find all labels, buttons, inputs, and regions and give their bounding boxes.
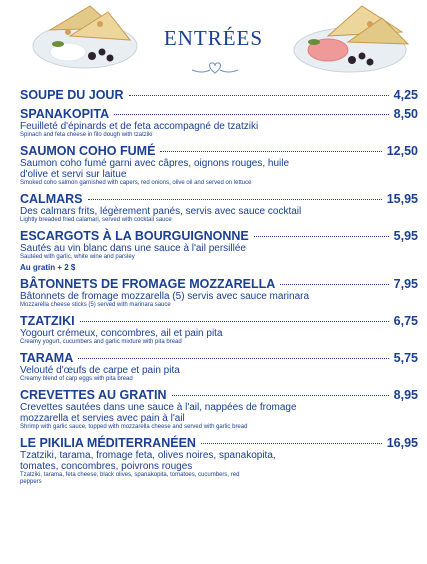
item-price: 5,75 <box>393 351 418 365</box>
item-price: 5,95 <box>393 229 418 243</box>
item-name: SAUMON COHO FUMÉ <box>20 144 156 158</box>
item-description-en: Creamy yogurt, cucumbers and garlic mixture with pita bread <box>20 339 182 345</box>
item-price: 4,25 <box>393 88 418 102</box>
item-description-fr: Crevettes sautées dans une sauce à l'ail, nappées de fromage mozzarella et servies avec pain à l'ail <box>20 402 297 424</box>
item-description-fr: Yogourt crémeux, concombres, ail et pain pita <box>20 328 223 339</box>
item-price: 8,95 <box>393 388 418 402</box>
item-description-fr: Sautés au vin blanc dans une sauce à l'ail persillée <box>20 243 246 254</box>
item-description-en: Spinach and feta cheese in filo dough with tzatziki <box>20 132 153 138</box>
item-price: 8,50 <box>393 107 418 121</box>
dot-leader <box>160 151 381 152</box>
item-description-en: Creamy blend of carp eggs with pita bread <box>20 376 133 382</box>
dot-leader <box>201 443 382 444</box>
item-description-en: Shrimp with garlic sauce, topped with mozzarella cheese and served with garlic bread <box>20 424 248 430</box>
item-name: ESCARGOTS À LA BOURGUIGNONNE <box>20 229 249 243</box>
item-name: SPANAKOPITA <box>20 107 110 121</box>
menu-item <box>20 436 418 486</box>
item-price: 16,95 <box>386 436 418 450</box>
menu-item <box>20 107 418 139</box>
menu-list <box>20 88 418 491</box>
menu-item <box>20 192 418 224</box>
heart-ornament-icon <box>190 60 240 76</box>
dot-leader <box>254 236 389 237</box>
menu-item <box>20 351 418 383</box>
item-description-en: Sautéed with garlic, white wine and parsley <box>20 254 135 260</box>
dot-leader <box>172 395 389 396</box>
item-extra-option: Au gratin + 2 $ <box>20 263 76 272</box>
item-name: TARAMA <box>20 351 74 365</box>
item-description-fr: Feuilleté d'épinards et de feta accompagné de tzatziki <box>20 121 259 132</box>
item-description-en: Tzatziki, tarama, feta cheese, black olives, spanakopita, tomatoes, cucumbers, red peppers <box>20 472 240 485</box>
spread-plate-image <box>290 2 410 76</box>
item-description-fr: Velouté d'œufs de carpe et pain pita <box>20 365 180 376</box>
dot-leader <box>280 284 388 285</box>
menu-item <box>20 388 418 431</box>
item-description-fr: Saumon coho fumé garni avec câpres, oignons rouges, huile d'olive et servi sur laitue <box>20 158 290 180</box>
dot-leader <box>88 199 382 200</box>
item-price: 7,95 <box>393 277 418 291</box>
item-price: 12,50 <box>386 144 418 158</box>
item-description-en: Lightly breaded fried calamari, served with cocktail sauce <box>20 217 172 223</box>
menu-item <box>20 229 418 272</box>
dot-leader <box>78 358 388 359</box>
item-description-fr: Des calmars frits, légèrement panés, servis avec sauce cocktail <box>20 206 302 217</box>
dot-leader <box>129 95 389 96</box>
menu-item <box>20 88 418 102</box>
item-description-en: Smoked coho salmon garnished with capers, red onions, olive oil and served on lettuce <box>20 180 252 186</box>
dot-leader <box>80 321 389 322</box>
item-name: LE PIKILIA MÉDITERRANÉEN <box>20 436 196 450</box>
item-price: 6,75 <box>393 314 418 328</box>
item-price: 15,95 <box>386 192 418 206</box>
menu-item <box>20 277 418 309</box>
item-name: CALMARS <box>20 192 83 206</box>
dot-leader <box>114 114 389 115</box>
menu-header <box>0 0 427 86</box>
page-title: ENTRÉES <box>163 26 264 50</box>
item-name: BÂTONNETS DE FROMAGE MOZZARELLA <box>20 277 276 291</box>
item-name: SOUPE DU JOUR <box>20 88 124 102</box>
item-name: TZATZIKI <box>20 314 75 328</box>
item-description-en: Mozzarella cheese sticks (5) served with marinara sauce <box>20 302 171 308</box>
menu-item <box>20 144 418 187</box>
item-description-fr: Bâtonnets de fromage mozzarella (5) servis avec sauce marinara <box>20 291 310 302</box>
item-description-fr: Tzatziki, tarama, fromage feta, olives noires, spanakopita, tomates, concombres, poivrons rouges <box>20 450 276 472</box>
menu-item <box>20 314 418 346</box>
item-name: CREVETTES AU GRATIN <box>20 388 167 402</box>
